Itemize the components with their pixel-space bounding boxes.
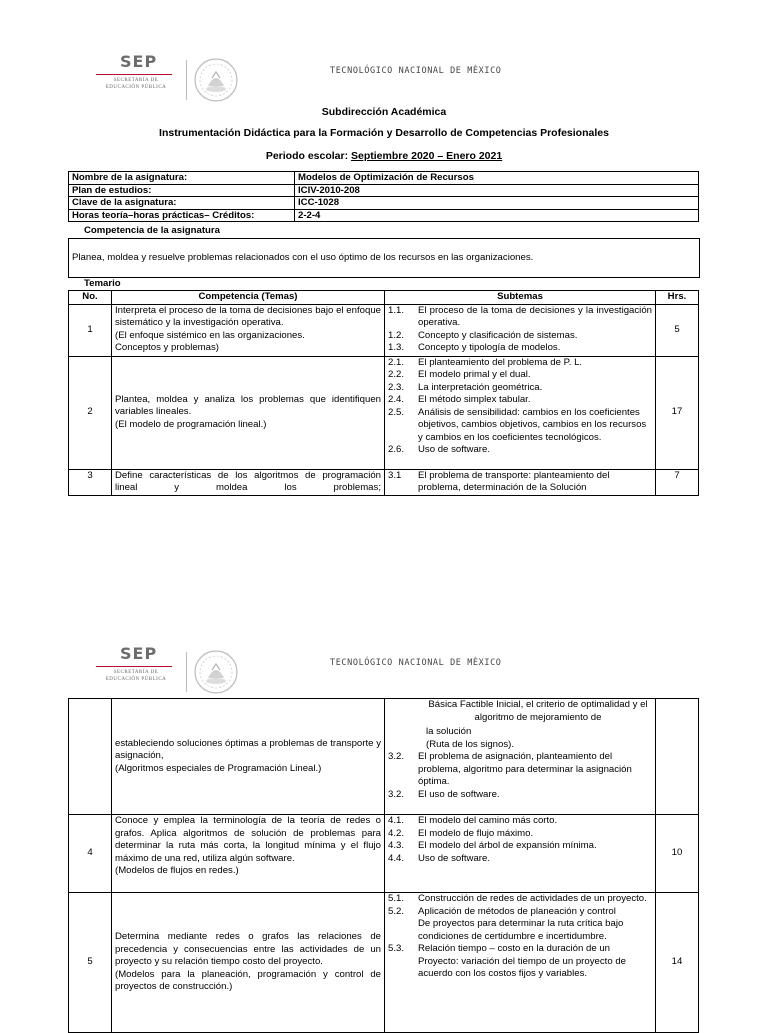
subtema-text: El modelo del árbol de expansión mínima. — [418, 840, 597, 851]
info-label: Clave de la asignatura: — [69, 197, 295, 210]
row-number: 3 — [69, 469, 112, 495]
row-number — [69, 699, 112, 815]
subtema — [388, 330, 652, 343]
subtema-number: 2.6. — [388, 444, 405, 455]
info-label: Horas teoría–horas prácticas– Créditos: — [69, 209, 295, 222]
row-subtemas — [385, 699, 656, 815]
subtema-text: El problema de transporte: planteamiento del problema, determinación de la Solución — [418, 469, 610, 493]
row-subtemas — [385, 356, 656, 469]
subtema-text: De proyectos para determinar la ruta crítica bajo condiciones de certidumbre e incertidumbre. — [418, 918, 624, 942]
logo-divider — [96, 666, 172, 667]
subtema — [388, 407, 652, 445]
row-competencia: Define características de los algoritmos de programación lineal y moldea los problemas; — [112, 469, 385, 495]
header-vertical-divider — [186, 652, 187, 692]
sep-logo-text: SEP — [120, 644, 158, 663]
subtema-text: El modelo del camino más corto. — [418, 815, 558, 826]
row-subtemas — [385, 469, 656, 495]
subtema-number: 5.1. — [388, 893, 405, 904]
row-competencia: Plantea, moldea y analiza los problemas que identifiquen variables lineales. (El modelo de programación lineal.) — [112, 356, 385, 469]
periodo-escolar — [0, 150, 768, 162]
header-competencia: Competencia (Temas) — [112, 291, 385, 305]
info-value: ICIV-2010-208 — [295, 184, 699, 197]
subtema-text: El proceso de la toma de decisiones y la investigación operativa. — [418, 304, 652, 328]
table-row — [69, 815, 699, 893]
course-info-table — [68, 171, 699, 222]
subtema-text: Básica Factible Inicial, el criterio de optimalidad y el algoritmo de mejoramiento de — [428, 699, 648, 723]
subtema-text: Uso de software. — [418, 444, 490, 455]
subtema-text: El uso de software. — [418, 788, 500, 800]
sep-logo-subtext: SECRETARÍA DE EDUCACIÓN PÚBLICA — [105, 78, 167, 90]
sep-logo-subtext: SECRETARÍA DE EDUCACIÓN PÚBLICA — [105, 670, 167, 682]
table-row — [69, 469, 699, 495]
subtema-text: El problema de asignación, planteamiento del problema, algoritmo para determinar la asignación óptima. — [418, 751, 632, 787]
subtema-text: Concepto y tipología de modelos. — [418, 342, 561, 353]
header-hrs: Hrs. — [656, 291, 699, 305]
subtema-number: 2.3. — [388, 381, 405, 393]
subtema-number: 4.2. — [388, 827, 405, 839]
row-competencia: Conoce y emplea la terminología de la teoría de redes o grafos. Aplica algoritmos de solución de problemas para determinar la ruta más corta, la longitud mínima y el flujo máximo de una red, utiliza algún software. (Modelos de flujos en redes.) — [112, 815, 385, 893]
subtema — [388, 853, 652, 866]
table-row — [69, 184, 699, 197]
logo-divider — [96, 74, 172, 75]
subtema-number: 1.2. — [388, 329, 405, 341]
subtema — [388, 369, 652, 382]
table-header-row — [69, 291, 699, 305]
subtema-text: Concepto y clasificación de sistemas. — [418, 329, 578, 341]
header-no: No. — [69, 291, 112, 305]
subtema-number: 3.2. — [388, 788, 405, 800]
subtema — [388, 828, 652, 841]
periodo-label: Periodo escolar: — [265, 150, 352, 162]
info-value: 2-2-4 — [295, 209, 699, 222]
subdireccion-title: Subdirección Académica — [321, 106, 447, 118]
subtema-number: 2.4. — [388, 394, 405, 405]
subtema-number: 4.4. — [388, 852, 405, 864]
page1-header — [0, 52, 768, 112]
row-subtemas — [385, 304, 656, 356]
sep-logo — [96, 644, 178, 692]
competencia-label: Competencia de la asignatura — [84, 225, 220, 236]
row-number: 1 — [69, 304, 112, 356]
subtema-number: 5.3. — [388, 943, 405, 954]
temario-label: Temario — [84, 278, 121, 289]
institution-name: TECNOLÓGICO NACIONAL DE MÉXICO — [330, 658, 502, 668]
subtema — [388, 840, 652, 853]
subtema-text: Uso de software. — [418, 852, 490, 864]
row-competencia: Determina mediante redes o grafos las relaciones de precedencia y consecuencias entre las actividades de un proyecto y su relación tiempo costo del proyecto. (Modelos para la planeación, programación y control de proyectos de construcción.) — [112, 893, 385, 1033]
info-value: ICC-1028 — [295, 197, 699, 210]
row-competencia: Interpreta el proceso de la toma de decisiones bajo el enfoque sistemático y la investigación operativa. (El enfoque sistémico en las organizaciones. Conceptos y problemas) — [112, 304, 385, 356]
instrumentacion-title: Instrumentación Didáctica para la Formación y Desarrollo de Competencias Profesionales — [159, 127, 609, 139]
subtema-number: 4.1. — [388, 815, 405, 826]
row-number: 4 — [69, 815, 112, 893]
page2-header — [0, 644, 768, 704]
periodo-value: Septiembre 2020 – Enero 2021 — [351, 150, 503, 162]
subtema-text: El modelo primal y el dual. — [418, 369, 531, 380]
header-subtemas: Subtemas — [385, 291, 656, 305]
subtema-text: Aplicación de métodos de planeación y control — [418, 905, 616, 917]
subtema — [388, 906, 652, 919]
subtema — [388, 394, 652, 407]
row-hours — [656, 699, 699, 815]
competencia-box — [68, 238, 700, 278]
info-value: Modelos de Optimización de Recursos — [295, 172, 699, 185]
subtema — [388, 382, 652, 395]
subtema-text: Construcción de redes de actividades de un proyecto. — [418, 893, 647, 904]
subtema-text: El método simplex tabular. — [418, 394, 531, 405]
row-number: 2 — [69, 356, 112, 469]
header-vertical-divider — [186, 60, 187, 100]
subtema-number: 4.3. — [388, 840, 405, 851]
row-hours: 17 — [656, 356, 699, 469]
institution-name: TECNOLÓGICO NACIONAL DE MÉXICO — [330, 66, 502, 76]
subtema — [388, 943, 652, 981]
subtema-text: La interpretación geométrica. — [418, 381, 543, 393]
subtema-text: la solución (Ruta de los signos). — [426, 726, 514, 750]
table-row — [69, 197, 699, 210]
info-label: Plan de estudios: — [69, 184, 295, 197]
subtema-number: 1.3. — [388, 342, 405, 353]
row-subtemas — [385, 815, 656, 893]
subtema-number: 3.1 — [388, 469, 402, 481]
sep-logo — [96, 52, 178, 100]
table-row — [69, 893, 699, 1033]
subtema — [388, 305, 652, 330]
subtema-number: 2.2. — [388, 369, 405, 380]
subtema — [388, 751, 652, 789]
table-row — [69, 172, 699, 185]
row-hours: 10 — [656, 815, 699, 893]
subtema — [388, 815, 652, 828]
subtema-number: 2.1. — [388, 356, 405, 368]
temario-table — [68, 290, 699, 496]
row-competencia: estableciendo soluciones óptimas a problemas de transporte y asignación, (Algoritmos especiales de Programación Lineal.) — [112, 699, 385, 815]
subtema — [388, 444, 652, 457]
subtema — [388, 470, 652, 495]
subtema-number: 3.2. — [388, 751, 405, 762]
row-number: 5 — [69, 893, 112, 1033]
subtema — [388, 893, 652, 906]
row-hours: 5 — [656, 304, 699, 356]
subtema — [388, 342, 652, 355]
table-row — [69, 304, 699, 356]
table-row — [69, 699, 699, 815]
subtema-text: El modelo de flujo máximo. — [418, 827, 534, 839]
subtema-text: El planteamiento del problema de P. L. — [418, 356, 583, 368]
subtema-number: 1.1. — [388, 304, 405, 316]
sep-logo-text: SEP — [120, 52, 158, 71]
row-hours: 7 — [656, 469, 699, 495]
table-row — [69, 209, 699, 222]
row-hours: 14 — [656, 893, 699, 1033]
temario-table-continued — [68, 698, 699, 1033]
subtema-text: Relación tiempo – costo en la duración de un Proyecto: variación del tiempo de un proyecto de acuerdo con los costos fijos y variables. — [418, 943, 626, 979]
subtema — [388, 357, 652, 370]
row-subtemas — [385, 893, 656, 1033]
subtema-number: 5.2. — [388, 905, 405, 917]
subtema-number: 2.5. — [388, 406, 405, 418]
subtema — [388, 789, 652, 802]
coat-of-arms-icon — [192, 56, 240, 104]
competencia-text: Planea, moldea y resuelve problemas relacionados con el uso óptimo de los recursos en las organizaciones. — [72, 252, 534, 263]
table-row — [69, 356, 699, 469]
info-label: Nombre de la asignatura: — [69, 172, 295, 185]
subtema-text: Análisis de sensibilidad: cambios en los coeficientes objetivos, cambios objetivos, cambios en los recursos y cambios en los coeficientes tecnológicos. — [418, 406, 647, 443]
coat-of-arms-icon — [192, 648, 240, 696]
